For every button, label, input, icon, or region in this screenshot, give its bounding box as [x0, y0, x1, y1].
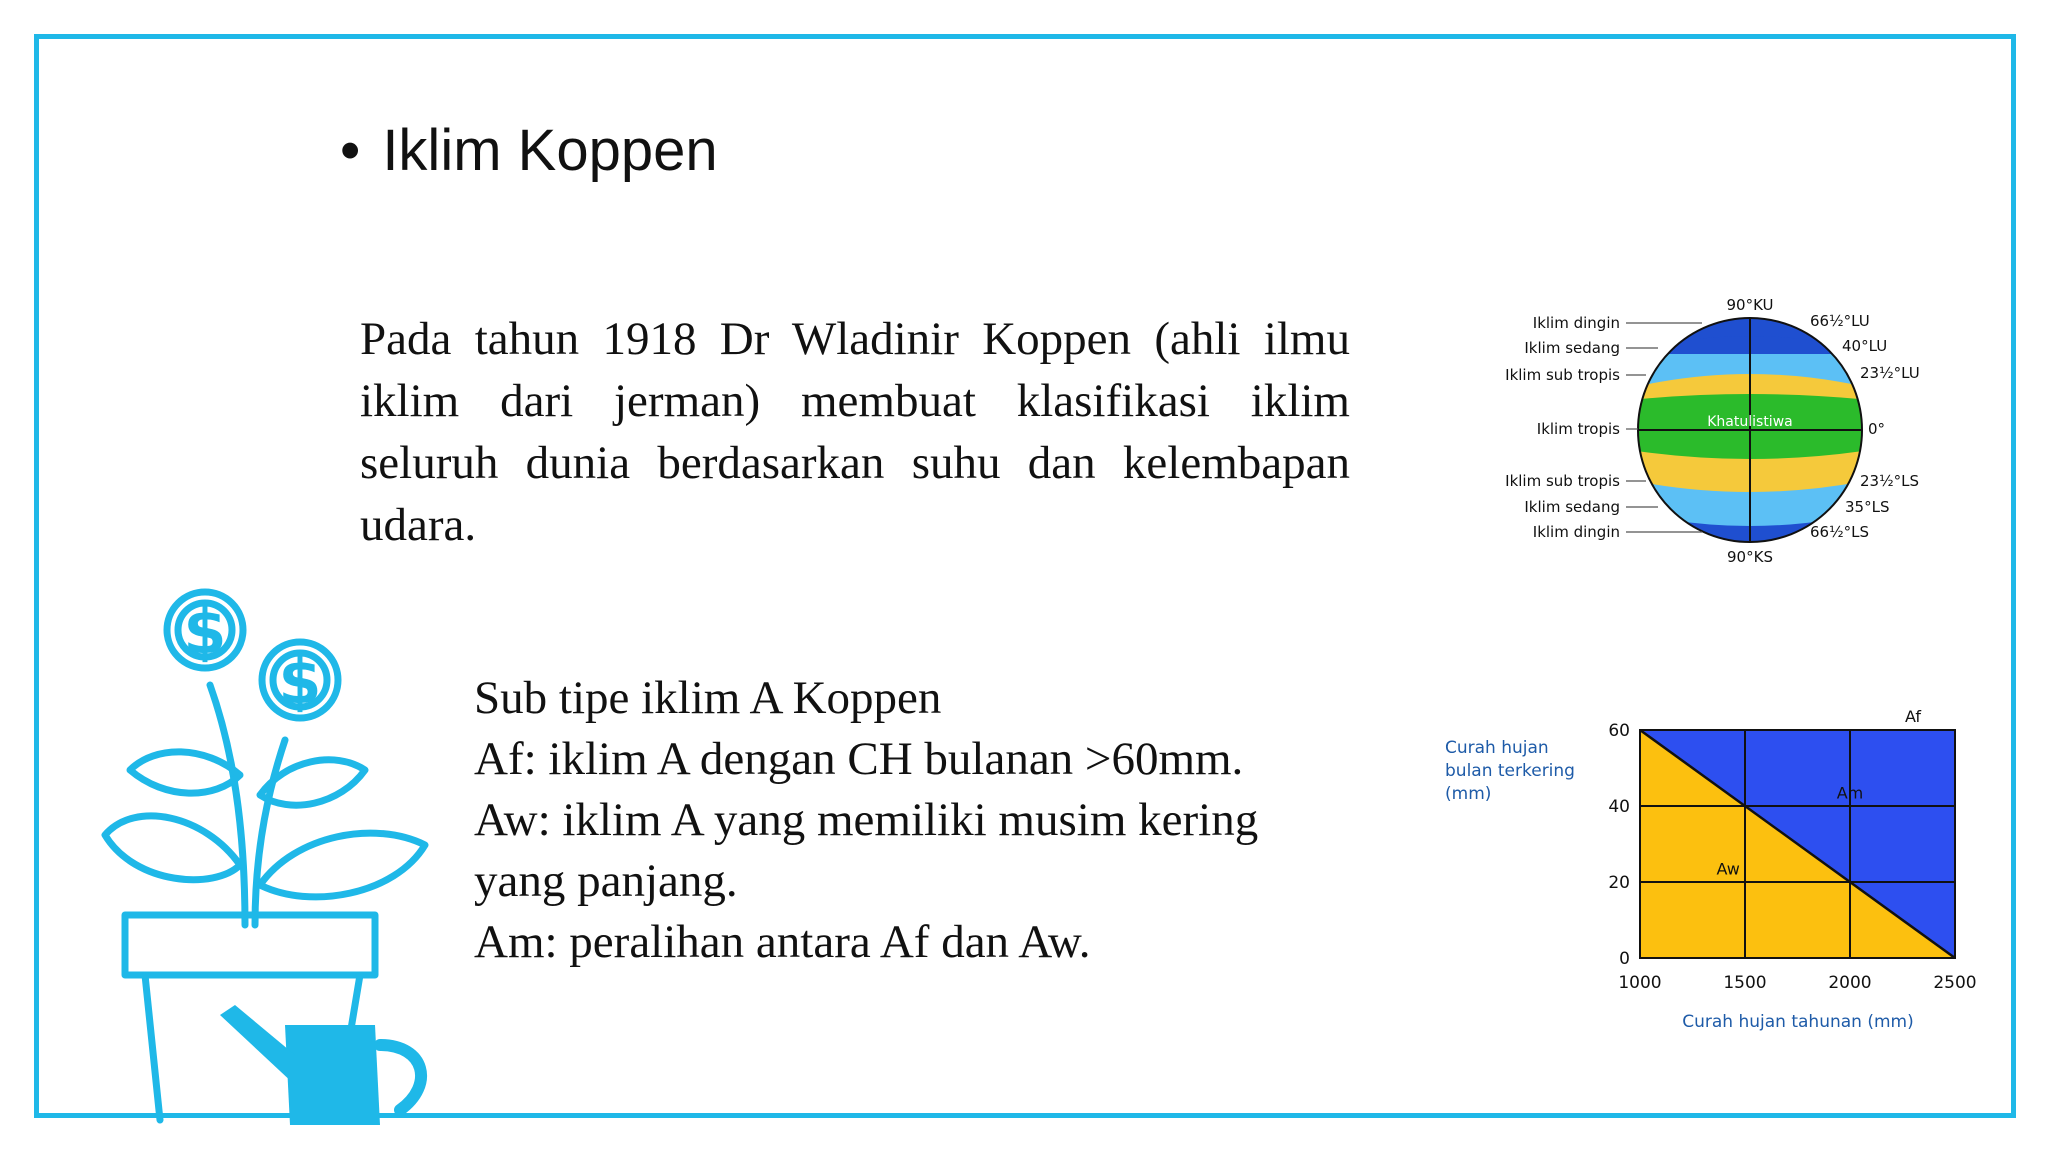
subtype-am: Am: peralihan antara Af dan Aw.	[474, 916, 1091, 968]
right-label-1: 66½°LU	[1810, 312, 1870, 330]
left-label-3: Iklim sub tropis	[1505, 366, 1620, 384]
y-tick-label: 20	[1608, 873, 1630, 893]
right-label-6: 35°LS	[1845, 498, 1890, 516]
plant-stem-left	[210, 685, 245, 925]
region-label-af: Af	[1904, 707, 1922, 726]
subtype-aw: Aw: iklim A yang memiliki musim kering	[474, 794, 1259, 846]
equator-label: Khatulistiwa	[1707, 414, 1793, 430]
x-tick-label: 2500	[1933, 973, 1977, 993]
left-label-4: Iklim tropis	[1536, 420, 1620, 438]
left-label-7: Iklim dingin	[1532, 523, 1620, 541]
pot-rim	[125, 915, 375, 975]
left-label-1: Iklim dingin	[1532, 314, 1620, 332]
y-axis-label-line1: Curah hujan	[1445, 738, 1549, 758]
watering-can-icon	[285, 1025, 380, 1125]
subtype-aw-continued: yang panjang.	[474, 855, 738, 907]
x-tick-label: 1000	[1618, 973, 1662, 993]
money-plant-illustration	[95, 585, 455, 1125]
y-tick-label: 60	[1608, 721, 1630, 741]
right-label-2: 40°LU	[1842, 337, 1888, 355]
leaf-upper-left	[130, 752, 240, 793]
left-label-5: Iklim sub tropis	[1505, 472, 1620, 490]
title-text: Iklim Koppen	[382, 118, 718, 183]
north-pole-label: 90°KU	[1726, 296, 1774, 314]
subtype-heading: Sub tipe iklim A Koppen	[474, 672, 942, 724]
intro-paragraph: Pada tahun 1918 Dr Wladinir Koppen (ahli ilmu iklim dari jerman) membuat klasifikasi iklim seluruh dunia berdasarkan suhu dan kelembapan udara.	[360, 313, 1350, 551]
region-label-aw: Aw	[1716, 859, 1740, 879]
slide-title	[340, 118, 718, 183]
x-axis-label: Curah hujan tahunan (mm)	[1682, 1012, 1914, 1032]
y-tick-label: 40	[1608, 797, 1630, 817]
y-axis-label-line3: (mm)	[1445, 784, 1492, 804]
subtype-af: Af: iklim A dengan CH bulanan >60mm.	[474, 733, 1244, 785]
globe-climate-diagram	[1470, 290, 1940, 580]
left-label-6: Iklim sedang	[1524, 498, 1620, 516]
right-label-4: 0°	[1868, 420, 1886, 438]
svg-text:$: $	[278, 645, 322, 718]
right-label-7: 66½°LS	[1810, 523, 1870, 541]
right-label-3: 23½°LU	[1860, 364, 1920, 382]
right-label-5: 23½°LS	[1860, 472, 1920, 490]
plant-stem-right	[255, 740, 285, 925]
leaf-lower-left	[105, 816, 240, 880]
subtype-list	[474, 668, 1374, 973]
title-bullet: •	[340, 118, 361, 183]
x-tick-label: 1500	[1723, 973, 1767, 993]
koppen-subtype-chart	[1435, 695, 1985, 1050]
y-tick-label: 0	[1619, 949, 1630, 969]
y-axis-label-line2: bulan terkering	[1445, 761, 1575, 781]
x-tick-label: 2000	[1828, 973, 1872, 993]
leaf-lower-right	[260, 833, 425, 897]
region-label-am: Am	[1836, 783, 1864, 803]
south-pole-label: 90°KS	[1727, 548, 1773, 566]
left-label-2: Iklim sedang	[1524, 339, 1620, 357]
svg-text:$: $	[183, 595, 227, 668]
